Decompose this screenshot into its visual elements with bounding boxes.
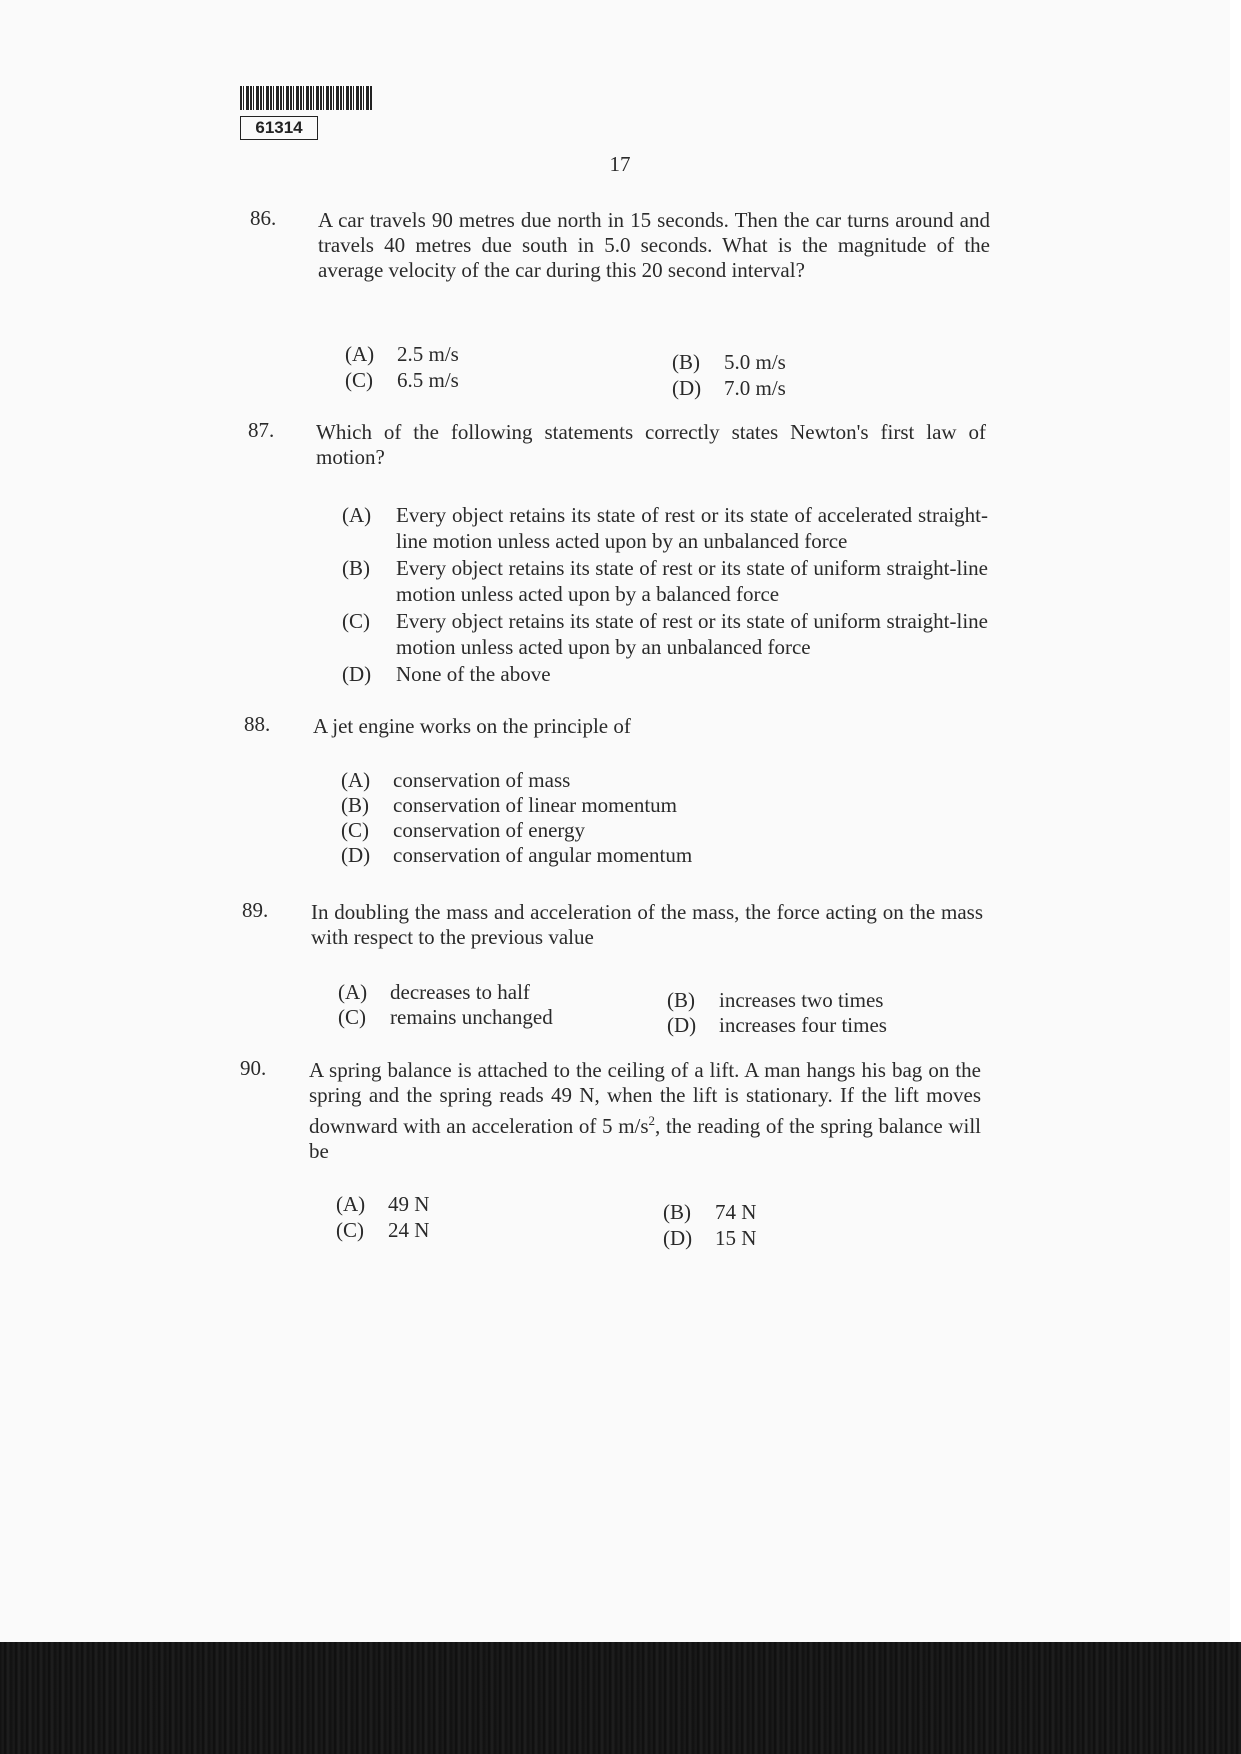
option-text: 15 N <box>715 1226 757 1250</box>
option-b[interactable] <box>667 988 883 1013</box>
option-label: (A) <box>341 768 371 792</box>
option-b[interactable] <box>663 1200 756 1225</box>
option-d[interactable] <box>663 1226 756 1251</box>
option-d[interactable] <box>667 1013 887 1038</box>
option-text: 74 N <box>715 1200 757 1224</box>
page-edge <box>1230 0 1241 1642</box>
question-number: 89. <box>242 898 269 922</box>
option-text: conservation of mass <box>393 768 571 792</box>
option-text: 2.5 m/s <box>397 342 459 366</box>
page-number: 17 <box>609 152 631 176</box>
option-label: (D) <box>672 376 702 400</box>
option-label: (B) <box>341 793 369 817</box>
option-label: (C) <box>336 1218 364 1242</box>
option-a[interactable] <box>336 1192 429 1217</box>
option-text: decreases to half <box>390 980 530 1004</box>
option-text: increases four times <box>719 1013 887 1037</box>
option-d[interactable] <box>672 376 786 401</box>
option-label: (B) <box>342 556 370 580</box>
option-c[interactable] <box>341 818 585 843</box>
option-text: Every object retains its state of rest or its state of uniform straight-line motion unless acted upon by a balanced force <box>396 556 988 606</box>
option-text: 6.5 m/s <box>397 368 459 392</box>
option-b[interactable] <box>672 350 786 375</box>
option-label: (C) <box>341 818 369 842</box>
option-text: conservation of energy <box>393 818 586 842</box>
question-number: 87. <box>248 418 275 442</box>
option-text: remains unchanged <box>390 1005 553 1029</box>
exam-code: 61314 <box>240 116 318 140</box>
option-label: (D) <box>663 1226 693 1250</box>
question-text: In doubling the mass and acceleration of the mass, the force acting on the mass with respect to the previous value <box>311 900 983 949</box>
option-label: (D) <box>342 662 372 686</box>
option-label: (C) <box>345 368 373 392</box>
question-text: A jet engine works on the principle of <box>313 714 631 738</box>
option-label: (C) <box>342 609 370 633</box>
question-text-part: A spring balance is attached to the ceiling of a lift. A man hangs his bag on the spring and the spring reads 49 N, when the lift is stationary. If the lift moves downward with an acceleration of 5 m/s <box>309 1058 981 1138</box>
option-label: (D) <box>667 1013 697 1037</box>
option-text: 24 N <box>388 1218 430 1242</box>
question-text: A car travels 90 metres due north in 15 seconds. Then the car turns around and travels 40 metres due south in 5.0 seconds. What is the magnitude of the average velocity of the car during this 20 second interval? <box>318 208 990 282</box>
question-text <box>309 1058 981 1164</box>
option-a[interactable] <box>338 980 530 1005</box>
option-text: 49 N <box>388 1192 430 1216</box>
option-label: (C) <box>338 1005 366 1029</box>
superscript: 2 <box>648 1113 656 1128</box>
option-text: Every object retains its state of rest or its state of uniform straight-line motion unless acted upon by an unbalanced force <box>396 609 988 659</box>
question-number: 90. <box>240 1056 267 1080</box>
option-text: increases two times <box>719 988 884 1012</box>
scanner-strip <box>0 1642 1241 1754</box>
option-label: (A) <box>345 342 375 366</box>
option-c[interactable] <box>336 1218 429 1243</box>
option-text: 5.0 m/s <box>724 350 786 374</box>
question-number: 88. <box>244 712 271 736</box>
question-number: 86. <box>250 206 277 230</box>
option-text: conservation of linear momentum <box>393 793 678 817</box>
option-b[interactable] <box>341 793 677 818</box>
option-a[interactable] <box>345 342 459 367</box>
option-text: conservation of angular momentum <box>393 843 693 867</box>
question-text: Which of the following statements correctly states Newton's first law of motion? <box>316 420 986 469</box>
option-text: 7.0 m/s <box>724 376 786 400</box>
option-text: Every object retains its state of rest or its state of accelerated straight-line motion unless acted upon by an unbalanced force <box>396 503 988 553</box>
option-label: (A) <box>336 1192 366 1216</box>
barcode <box>240 86 372 110</box>
option-label: (B) <box>663 1200 691 1224</box>
option-label: (B) <box>672 350 700 374</box>
option-c[interactable] <box>338 1005 553 1030</box>
question-text-part: , the reading of the spring balance will be <box>309 1114 982 1163</box>
option-c[interactable] <box>345 368 459 393</box>
option-label: (D) <box>341 843 371 867</box>
option-a[interactable] <box>341 768 570 793</box>
option-label: (A) <box>338 980 368 1004</box>
option-label: (A) <box>342 503 372 527</box>
option-label: (B) <box>667 988 695 1012</box>
option-text: None of the above <box>396 662 551 686</box>
option-d[interactable] <box>341 843 692 868</box>
